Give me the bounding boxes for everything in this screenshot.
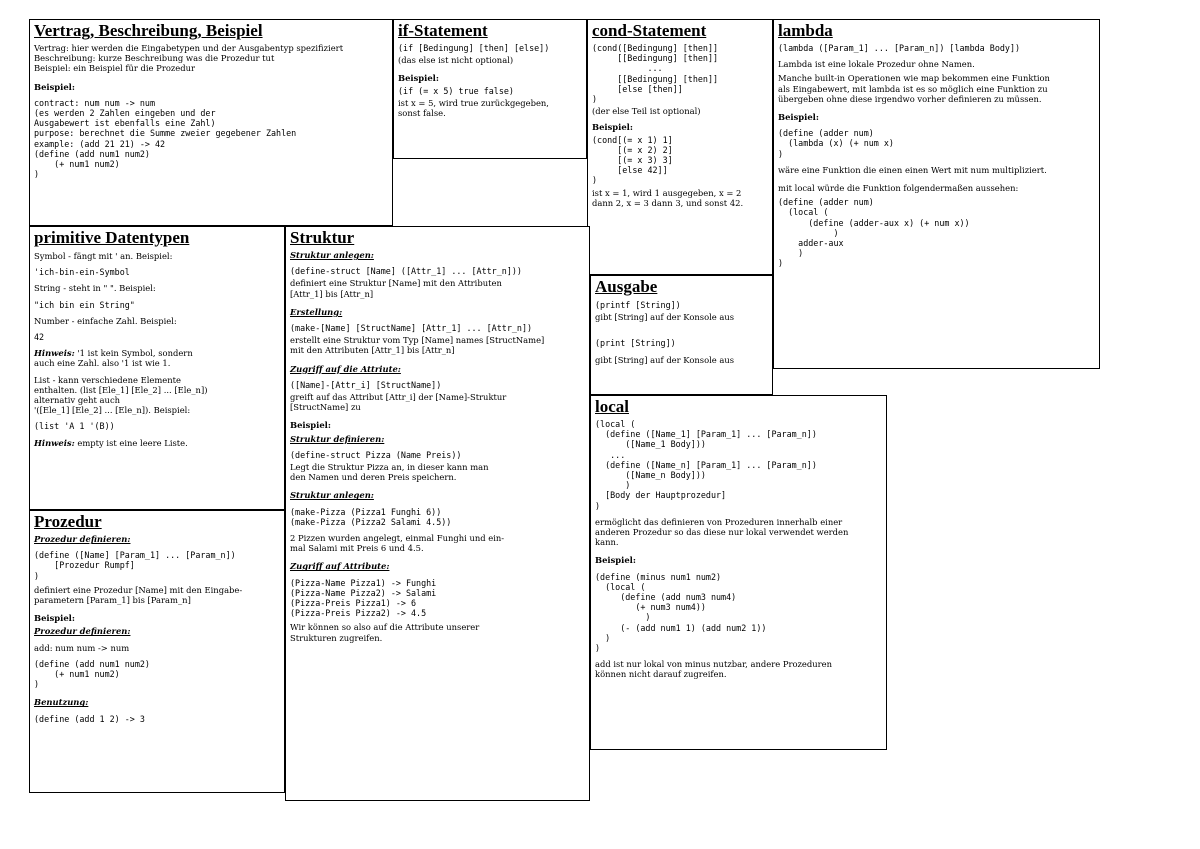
struktur-beispiel-heading: Beispiel:	[290, 420, 331, 431]
lambda-local-note: mit local würde die Funktion folgendermaßen aussehen:	[778, 183, 1019, 194]
hinweis-empty: Hinweis: empty ist eine leere Liste.	[34, 437, 188, 448]
struktur-definieren-heading: Struktur definieren:	[290, 433, 385, 444]
number-example: 42	[34, 332, 45, 343]
if-statement-section	[393, 19, 587, 159]
struktur-make-text: erstellt eine Struktur vom Typ [Name] names [StructName] mit den Attributen [Attr_1] bis [Attr_n]	[290, 335, 545, 356]
struktur-section	[285, 226, 590, 801]
prozedur-definieren-heading: Prozedur definieren:	[34, 534, 131, 544]
if-beispiel-heading: Beispiel:	[398, 73, 439, 84]
local-example-code: (define (minus num1 num2) (local ( (define (add num3 num4) (+ num3 num4)) ) (- (add num1 1) (add num2 1)) ) )	[595, 571, 767, 654]
pizza-access-code: (Pizza-Name Pizza1) -> Funghi (Pizza-Name Pizza2) -> Salami (Pizza-Preis Pizza1) -> 6 (Pizza-Preis Pizza2) -> 4.5	[290, 577, 437, 619]
prozedur-contract: add: num num -> num	[34, 642, 130, 653]
prozedur-usage-code: (define (add 1 2) -> 3	[34, 713, 145, 724]
number-description: Number - einfache Zahl. Beispiel:	[34, 315, 177, 326]
prozedur-define-code: (define ([Name] [Param_1] ... [Param_n]) [Prozedur Rumpf] )	[34, 550, 236, 581]
ausgabe-section	[590, 275, 773, 395]
cond-note: (der else Teil ist optional)	[592, 106, 701, 117]
local-section	[590, 395, 887, 750]
if-explanation: ist x = 5, wird true zurückgegeben, sonst false.	[398, 97, 549, 119]
primitive-title: primitive Datentypen	[34, 228, 190, 247]
lambda-explanation: Manche built-in Operationen wie map bekommen eine Funktion als Eingabewert, mit lambda ist es so möglich eine Funktion zu übergeben ohne diese irgendwo vorher definieren zu müssen.	[778, 73, 1050, 104]
cond-beispiel-heading: Beispiel:	[592, 122, 633, 133]
string-example: "ich bin ein String"	[34, 299, 135, 310]
cond-title: cond-Statement	[592, 21, 707, 40]
prozedur-define-text: definiert eine Prozedur [Name] mit den Eingabe- parametern [Param_1] bis [Param_n]	[34, 584, 243, 606]
struktur-anlegen2-heading: Struktur anlegen:	[290, 490, 374, 501]
vertrag-code: contract: num num -> num (es werden 2 Zahlen eingeben und der Ausgabewert ist ebenfalls eine Zahl) purpose: berechnet die Summe zweier gegebener Zahlen example: (add 21 21) -> 42 (define (add num1 num2) (+ num1 num2) )	[34, 97, 297, 180]
lambda-description: Lambda ist eine lokale Prozedur ohne Namen.	[778, 59, 975, 70]
struktur-make-code: (make-[Name] [StructName] [Attr_1] ... [Attr_n])	[290, 323, 533, 334]
ausgabe-title: Ausgabe	[595, 277, 658, 296]
vertrag-beispiel-heading: Beispiel:	[34, 81, 75, 92]
lambda-syntax-code: (lambda ([Param_1] ... [Param_n]) [lambda Body])	[778, 43, 1021, 53]
local-example-text: add ist nur lokal von minus nutzbar, andere Prozeduren können nicht darauf zugreifen.	[595, 659, 832, 680]
string-description: String - steht in " ". Beispiel:	[34, 283, 156, 294]
struktur-define-text: definiert eine Struktur [Name] mit den Attributen [Attr_1] bis [Attr_n]	[290, 278, 502, 299]
symbol-description: Symbol - fängt mit ' an. Beispiel:	[34, 251, 173, 261]
prozedur-example-code: (define (add num1 num2) (+ num1 num2) )	[34, 658, 150, 690]
struktur-access-text: greift auf das Attribut [Attr_i] der [Name]-Struktur [StructName] zu	[290, 392, 507, 413]
local-beispiel-heading: Beispiel:	[595, 555, 636, 566]
print-code: (print [String])	[595, 338, 676, 349]
hinweis-symbol: Hinweis: '1 ist kein Symbol, sondern auch eine Zahl. also '1 ist wie 1.	[34, 348, 193, 369]
if-example-code: (if (= x 5) true false)	[398, 85, 514, 96]
primitive-datentypen-section	[29, 226, 285, 510]
cond-syntax-code: (cond([Bedingung] [then]] [[Bedingung] [then]] ... [[Bedingung] [then]] [else [then]] )	[592, 43, 719, 105]
pizza-define-text: Legt die Struktur Pizza an, in dieser kann man den Namen und deren Preis speichern.	[290, 462, 489, 483]
lambda-example-code: (define (adder num) (lambda (x) (+ num x) )	[778, 128, 894, 159]
lambda-example-explanation: wäre eine Funktion die einen einen Wert mit num multipliziert.	[778, 164, 1047, 175]
pizza-make-code: (make-Pizza (Pizza1 Funghi 6)) (make-Pizza (Pizza2 Salami 4.5))	[290, 506, 452, 527]
struktur-zugriff2-heading: Zugriff auf Attribute:	[290, 561, 390, 572]
beschreibung-line: Beschreibung: kurze Beschreibung was die Prozedur tut	[34, 53, 275, 64]
pizza-make-text: 2 Pizzen wurden angelegt, einmal Funghi und ein- mal Salami mit Preis 6 und 4.5.	[290, 533, 505, 554]
list-example: (list 'A 1 '(B))	[34, 421, 115, 432]
cond-explanation: ist x = 1, wird 1 ausgegeben, x = 2 dann 2, x = 3 dann 3, und sonst 42.	[592, 187, 744, 208]
vertrag-section	[29, 19, 393, 226]
print-text: gibt [String] auf der Konsole aus	[595, 354, 735, 365]
struktur-erstellung-heading: Erstellung:	[290, 306, 343, 317]
lambda-beispiel-heading: Beispiel:	[778, 112, 819, 123]
struktur-title: Struktur	[290, 228, 355, 247]
struktur-zugriff-heading: Zugriff auf die Attriute:	[290, 363, 401, 374]
lambda-title: lambda	[778, 21, 833, 40]
lambda-section	[773, 19, 1100, 369]
prozedur-benutzung-heading: Benutzung:	[34, 697, 89, 708]
cond-statement-section	[587, 19, 773, 275]
prozedur-title: Prozedur	[34, 512, 102, 531]
prozedur-definieren2-heading: Prozedur definieren:	[34, 626, 131, 637]
struktur-define-code: (define-struct [Name] ([Attr_1] ... [Attr_n]))	[290, 266, 522, 277]
vertrag-line: Vertrag: hier werden die Eingabetypen und der Ausgabentyp spezifiziert	[34, 43, 344, 53]
list-description: List - kann verschiedene Elemente enthalten. (list [Ele_1] [Ele_2] ... [Ele_n]) alternativ geht auch '([Ele_1] [Ele_2] ... [Ele_n]). Beispiel:	[34, 374, 208, 416]
lambda-local-code: (define (adder num) (local ( (define (adder-aux x) (+ num x)) ) adder-aux ) )	[778, 197, 970, 269]
struktur-access-code: ([Name]-[Attr_i] [StructName])	[290, 379, 442, 390]
if-note: (das else ist nicht optional)	[398, 55, 514, 66]
cond-example-code: (cond[(= x 1) 1] [(= x 2) 2] [(= x 3) 3] [else 42]] )	[592, 134, 673, 186]
beispiel-line: Beispiel: ein Beispiel für die Prozedur	[34, 63, 195, 74]
vertrag-title: Vertrag, Beschreibung, Beispiel	[34, 21, 263, 40]
if-syntax-code: (if [Bedingung] [then] [else])	[398, 43, 550, 53]
prozedur-beispiel-heading: Beispiel:	[34, 613, 75, 624]
pizza-access-text: Wir können so also auf die Attribute unserer Strukturen zugreifen.	[290, 622, 480, 643]
pizza-define-code: (define-struct Pizza (Name Preis))	[290, 449, 462, 460]
printf-code: (printf [String])	[595, 300, 681, 310]
struktur-anlegen-heading: Struktur anlegen:	[290, 250, 374, 260]
local-description: ermöglicht das definieren von Prozeduren innerhalb einer anderen Prozedur so das diese nur lokal verwendet werden kann.	[595, 516, 849, 548]
local-title: local	[595, 397, 629, 416]
symbol-example: 'ich-bin-ein-Symbol	[34, 267, 130, 278]
prozedur-section	[29, 510, 285, 793]
if-title: if-Statement	[398, 21, 488, 40]
printf-text: gibt [String] auf der Konsole aus	[595, 312, 735, 323]
local-syntax-code: (local ( (define ([Name_1] [Param_1] ... [Param_n]) ([Name_1 Body])) ... (define ([Name_n] [Param_1] ... [Param_n]) ([Name_n Body])) ) [Body der Hauptprozedur] )	[595, 419, 817, 511]
